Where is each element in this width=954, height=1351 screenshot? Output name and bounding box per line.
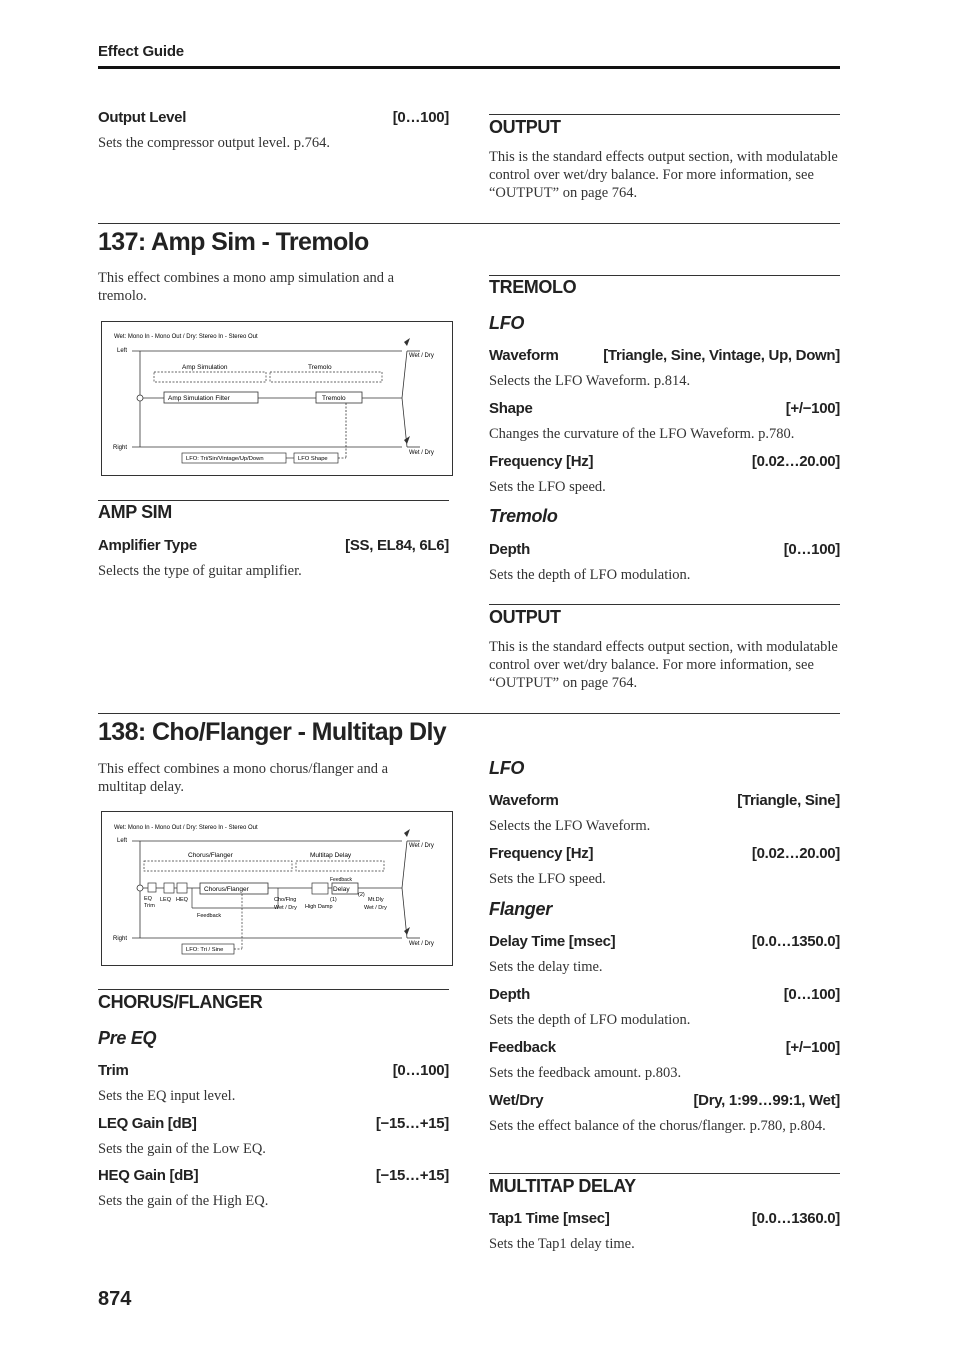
param-name: Frequency [Hz] [489, 453, 594, 470]
lfo-box: LFO: Tri / Sine [186, 947, 224, 953]
left-label: Left [117, 348, 128, 354]
param-desc: Sets the depth of LFO modulation. [489, 567, 691, 583]
param-range: [0.0…1350.0] [751, 933, 840, 950]
param-range: [Triangle, Sine, Vintage, Up, Down] [603, 347, 840, 364]
param-name: HEQ Gain [dB] [98, 1167, 199, 1184]
trim-param [98, 1062, 449, 1079]
leq-label: LEQ [160, 897, 172, 903]
tap1-label: (1) [330, 897, 337, 903]
output-level-param [98, 109, 449, 126]
wet-dry-label: Wet / Dry [409, 843, 434, 849]
param-range: [0.0…1360.0] [751, 1210, 840, 1227]
effect-intro: This effect combines a mono amp simulation and a tremolo. [98, 270, 395, 304]
param-name: Depth [489, 541, 530, 558]
heq-label: HEQ [176, 897, 188, 903]
param-range: [SS, EL84, 6L6] [345, 537, 449, 554]
frequency-param [489, 845, 840, 862]
chorus-flanger-box: Chorus/Flanger [204, 886, 249, 893]
param-name: LEQ Gain [dB] [98, 1115, 197, 1132]
param-desc: Sets the feedback amount. p.803. [489, 1065, 682, 1081]
high-damp-label: High Damp [305, 904, 333, 910]
param-desc: Sets the effect balance of the chorus/flanger. p.780, p.804. [489, 1118, 826, 1134]
section-desc: This is the standard effects output section, with modulatable control over wet/dry balance. For more information, see “OUTPUT” on page 764. [489, 639, 838, 691]
wet-dry-param [489, 1092, 840, 1109]
cho-flng-label: Cho/Flng [274, 897, 297, 903]
heq-param [98, 1167, 449, 1184]
param-range: [−15…+15] [375, 1115, 449, 1132]
tap2-label: (2) [358, 892, 365, 898]
section-heading: AMP SIM [98, 502, 172, 522]
section-rule [489, 1173, 840, 1174]
param-range: [Dry, 1:99…99:1, Wet] [693, 1092, 840, 1109]
depth-param [489, 541, 840, 558]
param-name: Output Level [98, 109, 187, 126]
wet-dry-label: Wet / Dry [409, 353, 434, 359]
delay-time-param [489, 933, 840, 950]
trim-label: Trim [144, 903, 155, 909]
depth-param [489, 986, 840, 1003]
page-number: 874 [98, 1288, 132, 1310]
param-desc: Sets the compressor output level. p.764. [98, 135, 330, 151]
wet-dry-label: Wet / Dry [274, 905, 297, 911]
lfo-shape-box: LFO Shape [298, 456, 328, 462]
param-range: [0.02…20.00] [751, 845, 840, 862]
param-range: [−15…+15] [375, 1167, 449, 1184]
param-desc: Selects the type of guitar amplifier. [98, 563, 302, 579]
param-range: [+/−100] [785, 1039, 840, 1056]
leq-param [98, 1115, 449, 1132]
param-range: [0…100] [783, 986, 840, 1003]
effect-title: 138: Cho/Flanger - Multitap Dly [98, 718, 447, 746]
param-name: Frequency [Hz] [489, 845, 594, 862]
param-range: [Triangle, Sine] [737, 792, 840, 809]
param-range: [0.02…20.00] [751, 453, 840, 470]
param-name: Delay Time [msec] [489, 933, 616, 950]
wet-dry-label: Wet / Dry [409, 941, 434, 947]
param-name: Amplifier Type [98, 537, 197, 554]
param-desc: Sets the delay time. [489, 959, 603, 975]
effect-rule [98, 223, 840, 224]
param-desc: Sets the LFO speed. [489, 479, 606, 495]
running-header: Effect Guide [98, 43, 184, 60]
param-range: [0…100] [392, 1062, 449, 1079]
amp-sim-label: Amp Simulation [182, 364, 228, 371]
param-name: Wet/Dry [489, 1092, 544, 1109]
right-label: Right [113, 936, 128, 942]
param-name: Tap1 Time [msec] [489, 1210, 610, 1227]
effect-intro: This effect combines a mono chorus/flanger and a multitap delay. [98, 761, 389, 795]
eq-label: EQ [144, 896, 152, 902]
frequency-param [489, 453, 840, 470]
waveform-param [489, 792, 840, 809]
subsection-heading: Flanger [489, 899, 552, 919]
header-rule [98, 66, 840, 69]
amp-type-param [98, 537, 449, 554]
param-name: Depth [489, 986, 530, 1003]
feedback-param [489, 1039, 840, 1056]
param-name: Waveform [489, 347, 559, 364]
block-diagram-138 [101, 811, 453, 966]
diagram-top-label: Wet: Mono In - Mono Out / Dry: Stereo In - Stereo Out [114, 825, 258, 831]
effect-rule [98, 713, 840, 714]
feedback-label: Feedback [197, 913, 222, 919]
section-rule [98, 989, 449, 990]
section-rule [489, 275, 840, 276]
diagram-top-label: Wet: Mono In - Mono Out / Dry: Stereo In - Stereo Out [114, 334, 258, 340]
effect-title: 137: Amp Sim - Tremolo [98, 228, 369, 256]
param-desc: Sets the Tap1 delay time. [489, 1236, 635, 1252]
section-rule [98, 500, 449, 501]
mt-dly-label: Mt.Dly [368, 897, 384, 903]
param-range: [0…100] [783, 541, 840, 558]
wet-dry-label: Wet / Dry [364, 905, 387, 911]
param-desc: Selects the LFO Waveform. [489, 818, 651, 834]
subsection-heading: Tremolo [489, 506, 558, 526]
delay-box: Delay [333, 886, 350, 893]
param-desc: Sets the EQ input level. [98, 1088, 236, 1104]
chorus-flanger-label: Chorus/Flanger [188, 852, 233, 859]
param-name: Trim [98, 1062, 129, 1079]
param-desc: Sets the gain of the Low EQ. [98, 1141, 266, 1157]
param-range: [+/−100] [785, 400, 840, 417]
param-desc: Changes the curvature of the LFO Waveform. p.780. [489, 426, 795, 442]
param-desc: Sets the depth of LFO modulation. [489, 1012, 691, 1028]
subsection-heading: Pre EQ [98, 1028, 157, 1048]
wet-dry-label: Wet / Dry [409, 450, 434, 456]
param-desc: Selects the LFO Waveform. p.814. [489, 373, 691, 389]
multitap-label: Multitap Delay [310, 852, 352, 859]
block-diagram-137 [101, 321, 453, 476]
param-desc: Sets the LFO speed. [489, 871, 606, 887]
section-rule [489, 604, 840, 605]
left-label: Left [117, 838, 128, 844]
right-label: Right [113, 445, 128, 451]
param-name: Waveform [489, 792, 559, 809]
section-heading: OUTPUT [489, 607, 561, 627]
lfo-box: LFO: Tri/Sin/Vintage/Up/Down [186, 456, 264, 462]
subsection-heading: LFO [489, 313, 525, 333]
section-heading: CHORUS/FLANGER [98, 992, 263, 1012]
section-desc: This is the standard effects output section, with modulatable control over wet/dry balance. For more information, see “OUTPUT” on page 764. [489, 149, 838, 201]
subsection-heading: LFO [489, 758, 525, 778]
section-heading: OUTPUT [489, 117, 561, 137]
amp-filter-box: Amp Simulation Filter [168, 395, 230, 402]
param-name: Feedback [489, 1039, 556, 1056]
tremolo-box: Tremolo [322, 395, 346, 402]
param-range: [0…100] [392, 109, 449, 126]
shape-param [489, 400, 840, 417]
section-heading: TREMOLO [489, 277, 577, 297]
feedback-label: Feedback [330, 877, 352, 883]
tap1-param [489, 1210, 840, 1227]
waveform-param [489, 347, 840, 364]
tremolo-label: Tremolo [308, 364, 332, 371]
section-heading: MULTITAP DELAY [489, 1176, 636, 1196]
param-name: Shape [489, 400, 533, 417]
section-rule [489, 114, 840, 115]
param-desc: Sets the gain of the High EQ. [98, 1193, 269, 1209]
